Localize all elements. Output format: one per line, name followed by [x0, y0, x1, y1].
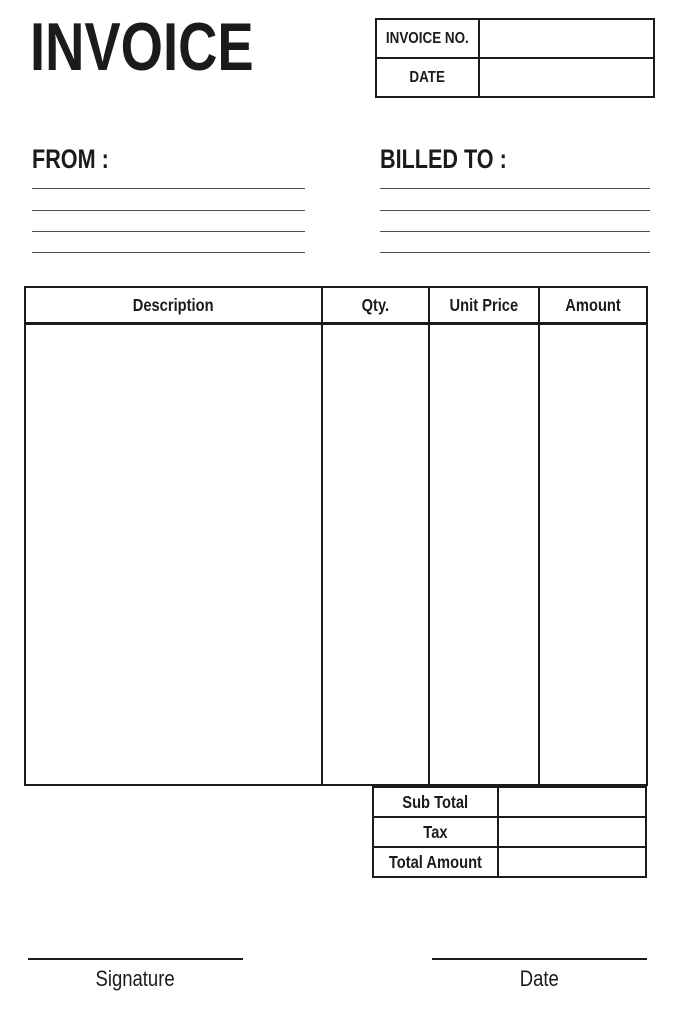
total-amount-value-cell[interactable] [499, 848, 645, 876]
total-amount-label [374, 848, 499, 876]
billed-to-write-line-2[interactable] [380, 210, 650, 211]
date-line[interactable] [432, 958, 647, 960]
total-amount-row [374, 846, 645, 876]
date-label [377, 59, 480, 96]
amount-column-cell[interactable] [540, 325, 646, 784]
description-column-cell[interactable] [26, 325, 323, 784]
invoice-no-value-cell[interactable] [480, 20, 653, 57]
date-footer-label-text: Date [519, 966, 560, 991]
date-footer-label [432, 966, 647, 992]
unit-price-header-text: Unit Price [449, 294, 519, 315]
date-label-text: DATE [409, 68, 446, 86]
invoice-no-row [377, 20, 653, 57]
tax-value-cell[interactable] [499, 818, 645, 846]
items-body [26, 325, 646, 784]
items-table [24, 286, 648, 786]
page-title: INVOICE [30, 9, 254, 85]
subtotal-value-cell[interactable] [499, 788, 645, 816]
tax-row [374, 816, 645, 846]
billed-to-write-line-1[interactable] [380, 188, 650, 189]
items-header-row [26, 288, 646, 325]
total-amount-label-text: Total Amount [388, 851, 483, 872]
invoice-no-label-text: INVOICE NO. [386, 29, 469, 47]
billed-to-label [380, 146, 650, 173]
date-block [432, 958, 647, 992]
subtotal-label-text: Sub Total [402, 791, 469, 812]
unit-price-column-cell[interactable] [430, 325, 540, 784]
billed-to-write-line-4[interactable] [380, 252, 650, 253]
date-row [377, 57, 653, 96]
billed-to-label-text: BILLED TO : [380, 144, 507, 174]
tax-label [374, 818, 499, 846]
tax-label-text: Tax [423, 821, 448, 842]
from-label [32, 146, 305, 173]
date-value-cell[interactable] [480, 59, 653, 96]
signature-block [28, 958, 243, 992]
from-section [32, 146, 305, 173]
amount-header-text: Amount [565, 294, 621, 315]
from-write-line-3[interactable] [32, 231, 305, 232]
description-column-header [26, 288, 323, 322]
from-write-line-4[interactable] [32, 252, 305, 253]
subtotal-label [374, 788, 499, 816]
amount-column-header [540, 288, 646, 322]
description-header-text: Description [133, 294, 214, 315]
unit-price-column-header [430, 288, 540, 322]
qty-column-cell[interactable] [323, 325, 430, 784]
from-write-line-2[interactable] [32, 210, 305, 211]
qty-header-text: Qty. [361, 294, 390, 315]
billed-to-write-line-3[interactable] [380, 231, 650, 232]
invoice-meta-box [375, 18, 655, 98]
qty-column-header [323, 288, 430, 322]
from-label-text: FROM : [32, 144, 109, 174]
signature-line[interactable] [28, 958, 243, 960]
invoice-no-label [377, 20, 480, 57]
subtotal-row [374, 788, 645, 816]
totals-table [372, 786, 647, 878]
signature-label-text: Signature [95, 966, 176, 991]
signature-label [28, 966, 243, 992]
billed-to-section [380, 146, 650, 173]
from-write-line-1[interactable] [32, 188, 305, 189]
